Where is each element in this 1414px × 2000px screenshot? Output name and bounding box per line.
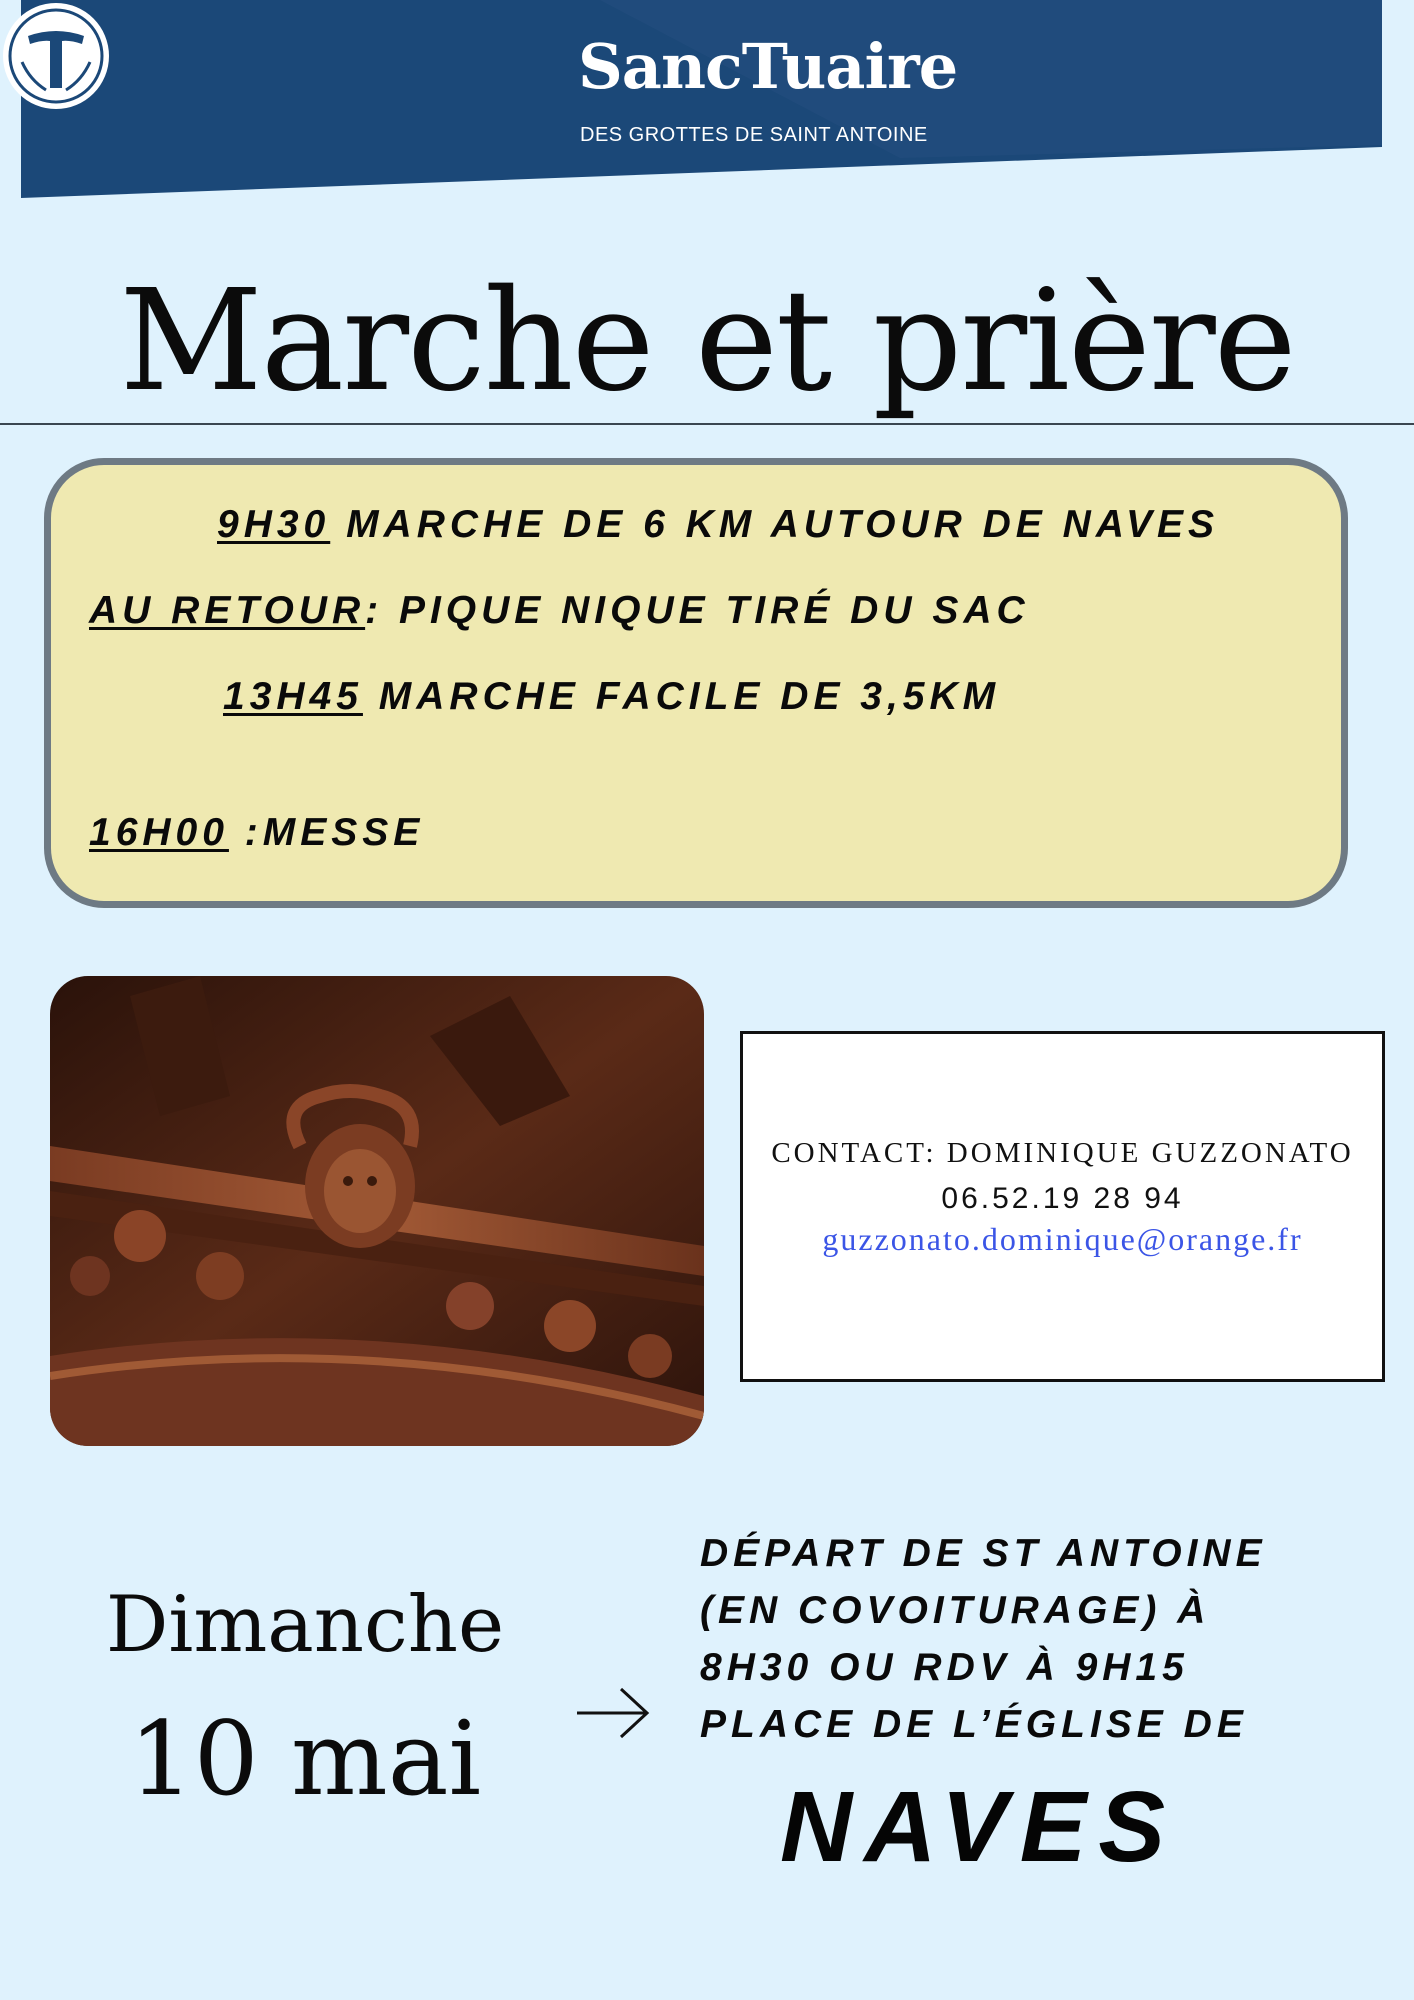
schedule-item-1 [217, 503, 1219, 547]
event-day: Dimanche [105, 1580, 505, 1670]
departure-place: NAVES [780, 1771, 1178, 1883]
departure-line-4: PLACE DE L’ÉGLISE DE [700, 1703, 1248, 1746]
schedule-box [44, 458, 1348, 908]
schedule-item-4 [89, 811, 424, 855]
contact-email-link[interactable]: guzzonato.dominique@orange.fr [822, 1221, 1303, 1257]
contact-name: CONTACT: DOMINIQUE GUZZONATO [771, 1137, 1354, 1169]
departure-line-1: DÉPART DE ST ANTOINE [700, 1532, 1267, 1575]
schedule-time: 13H45 [223, 675, 363, 718]
schedule-text: MARCHE DE 6 KM AUTOUR DE NAVES [330, 503, 1220, 546]
page-title: Marche et prière [119, 260, 1295, 423]
event-date: 10 mai [128, 1700, 482, 1819]
schedule-time: 16H00 [89, 811, 229, 854]
title-divider [0, 423, 1414, 425]
header-banner [0, 0, 1414, 210]
tau-cross-emblem-icon [0, 0, 112, 112]
schedule-text: MARCHE FACILE DE 3,5KM [362, 675, 1001, 718]
contact-phone[interactable]: 06.52.19 28 94 [941, 1182, 1184, 1215]
schedule-item-2 [89, 589, 1030, 633]
carved-wooden-cherub-photo [50, 976, 704, 1446]
arrow-right-icon [575, 1685, 651, 1741]
logo-name: SancTuaire [578, 30, 958, 103]
contact-box [740, 1031, 1385, 1382]
schedule-time: AU RETOUR [89, 589, 366, 632]
schedule-text: : PIQUE NIQUE TIRÉ DU SAC [365, 589, 1030, 632]
schedule-text: :MESSE [228, 811, 425, 854]
departure-line-2: (EN COVOITURAGE) À [700, 1589, 1211, 1632]
logo-subtitle: DES GROTTES DE SAINT ANTOINE [580, 124, 928, 146]
departure-line-3: 8H30 OU RDV À 9H15 [700, 1646, 1189, 1689]
schedule-time: 9H30 [217, 503, 331, 546]
schedule-item-3 [223, 675, 1000, 719]
